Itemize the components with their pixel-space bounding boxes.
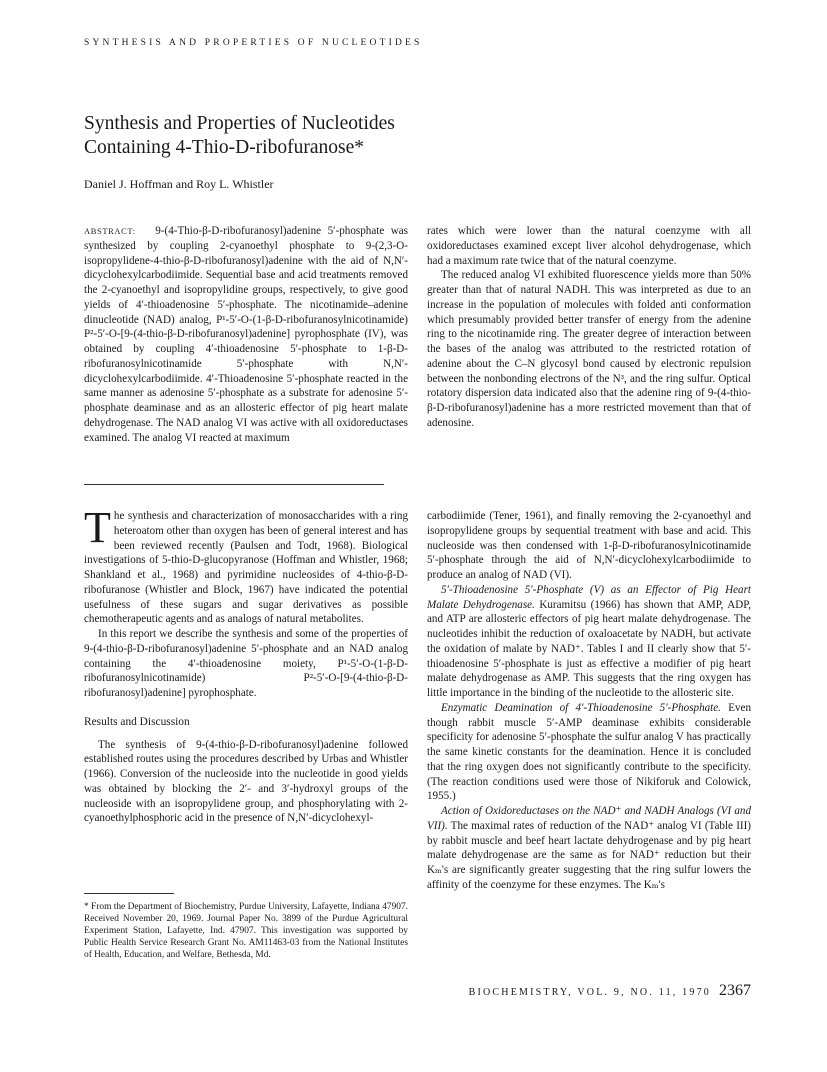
article-title	[84, 112, 584, 160]
effector-paragraph	[427, 583, 751, 701]
report-paragraph: In this report we describe the synthesis and some of the properties of 9-(4-thio-β-D-ribofuranosyl)adenine 5′-phosphate and an NAD analog containing the 4′-thioadenosine moiety, P¹-5′-O-(1-β-D-ribofuranosylnicotinamide) P²-5′-O-[9-(4-thio-β-D-ribofuranosyl)adenine] pyrophosphate.	[84, 628, 408, 699]
abstract-right-column	[427, 224, 751, 431]
footnote-divider	[84, 893, 174, 894]
body-right-column	[427, 509, 751, 893]
drop-cap: T	[84, 503, 111, 552]
deamination-heading: Enzymatic Deamination of 4′-Thioadenosine 5′-Phosphate.	[441, 701, 721, 714]
effector-text: Kuramitsu (1966) has shown that AMP, ADP, and ATP are allosteric effectors of pig heart malate dehydrogenase. The nucleotides inhibit the reduction of oxaloacetate by NADH, but activate the oxidation of malate by NAD⁺. Tables I and II clearly show that 5′-thioadenosine 5′-phosphate is just as effective a modifier of pig heart malate dehydrogenase as AMP. This suggests that the ring oxygen has little importance in the binding of the nucleotide to the allosteric site.	[427, 598, 752, 699]
abstract-right-paragraph-1: rates which were lower than the natural coenzyme with all oxidoreductases examined except liver alcohol dehydrogenase, which had a maximum rate twice that of the natural coenzyme.	[427, 225, 751, 267]
title-line-2: Containing 4-Thio-D-ribofuranose*	[84, 137, 364, 158]
oxidoreductase-text: The maximal rates of reduction of the NAD⁺ analog VI (Table III) by rabbit muscle and beef heart lactate dehydrogenase and by pig heart malate dehydrogenase are the same as for NAD⁺ reduction but their Kₘ's are significantly greater suggesting that the ring sulfur lowers the affinity of the coenzyme for these enzymes. The Kₘ's	[427, 819, 751, 891]
condensation-paragraph: carbodiimide (Tener, 1961), and finally removing the 2-cyanoethyl and isopropylidene groups by sequential treatment with base and acid. This nucleoside was then condensed with 1-β-D-ribofuranosylnicotinamide 5′-phosphate through the aid of N,N′-dicyclohexylcarbodiimide to produce an analog of NAD (VI).	[427, 510, 751, 581]
page-footer	[427, 982, 751, 1000]
authors: Daniel J. Hoffman and Roy L. Whistler	[84, 177, 274, 191]
abstract-label: ABSTRACT:	[84, 226, 136, 236]
abstract-left-text: 9-(4-Thio-β-D-ribofuranosyl)adenine 5′-phosphate was synthesized by coupling 2-cyanoethyl phosphate to 9-(2,3-O-isopropylidene-4-thio-β-D-ribofuranosyl)adenine with the aid of N,N′-dicyclohexylcarbodiimide. Sequential base and acid treatments removed the 2-cyanoethyl and isopropylidine groups, respectively, to give good yields of 4′-thioadenosine 5′-phosphate. The nicotinamide–adenine dinucleotide (NAD) analog, P¹-5′-O-(1-β-D-ribofuranosylnicotinamide) P²-5′-O-[9-(4-thio-β-D-ribofuranosyl)adenine] pyrophosphate (IV), was obtained by coupling 4′-thioadenosine 5′-phosphate to 1-β-D-ribofuranosylnicotinamide 5′-phosphate with N,N′-dicyclohexylcarbodiimide. 4′-Thioadenosine 5′-phosphate reacted in the same manner as adenosine 5′-phosphate as a substrate for adenosine 5′-phosphate deaminase and as an allosteric effector of pig heart malate dehydrogenase. The NAD analog VI was active with all oxidoreductases examined. The analog VI reacted at maximum	[84, 225, 408, 444]
deamination-text: Even though rabbit muscle 5′-AMP deaminase exhibits considerable specificity for adenosine 5′-phosphate the sulfur analog V has practically the same kinetic constants for the deamination. Hence it is concluded that the ring oxygen does not significantly contribute to the specificity. (The reaction conditions used were those of Nikiforuk and Colowick, 1955.)	[427, 701, 751, 803]
abstract-right-paragraph-2: The reduced analog VI exhibited fluorescence yields more than 50% greater than that of natural NADH. This was interpreted as due to an increase in the population of molecules with folded anti conformation which presumably provided better transfer of energy from the adenine ring to the nicotinamide ring. The greater degree of interaction between the bases of the analog was attributed to the restricted rotation of adenine about the C–N glycosyl bond caused by electronic repulsion between the nonbonding electrons of the N³, and the ring sulfur. Optical rotatory dispersion data indicated also that the adenine ring of 9-(4-thio-β-D-ribofuranosyl)adenine has a more restricted movement than that of adenosine.	[427, 269, 751, 429]
abstract-left-column	[84, 224, 408, 445]
title-line-1: Synthesis and Properties of Nucleotides	[84, 113, 395, 134]
page-number: 2367	[719, 982, 751, 999]
synthesis-paragraph: The synthesis of 9-(4-thio-β-D-ribofuranosyl)adenine followed established routes using the procedures described by Urbas and Whistler (1966). Conversion of the nucleoside into the nucleotide in good yields was obtained by blocking the 2′- and 3′-hydroxyl groups of the nucleoside with an isopropylidene group, and phosphorylating with 2-cyanoethylphosphoric acid in the presence of N,N′-dicyclohexyl-	[84, 738, 408, 825]
effector-heading: 5′-Thioadenosine 5′-Phosphate (V) as an Effector of Pig Heart Malate Dehydrogenase.	[427, 583, 751, 611]
oxidoreductase-heading: Action of Oxidoreductases on the NAD⁺ and NADH Analogs (VI and VII).	[427, 805, 751, 832]
intro-paragraph: he synthesis and characterization of monosaccharides with a ring heteroatom other than oxygen has been of general interest and has been reviewed recently (Paulsen and Todt, 1968). Biological investigations of 5-thio-D-glucopyranose (Hoffman and Whistler, 1968; Shankland et al., 1968) and pyrimidine nucleosides of 4-thio-β-D-ribofuranose (Whistler and Block, 1967) have indicated the potential usefulness of these sugars and sugar derivatives as possible chemotherapeutic agents and as analogs of natural metabolites.	[84, 510, 408, 626]
section-heading: Results and Discussion	[84, 715, 190, 728]
running-head: SYNTHESIS AND PROPERTIES OF NUCLEOTIDES	[84, 38, 423, 48]
body-left-column	[84, 503, 408, 826]
deamination-paragraph	[427, 701, 751, 804]
abstract-divider	[84, 484, 384, 485]
footnote: * From the Department of Biochemistry, Purdue University, Lafayette, Indiana 47907. Received November 20, 1969. Journal Paper No. 3899 of the Purdue Agricultural Experiment Station, Lafayette, Ind. 47907. This investigation was supported by Public Health Service Research Grant No. AM11463-03 from the National Institutes of Health, Education, and Welfare, Bethesda, Md.	[84, 902, 408, 961]
oxidoreductase-paragraph	[427, 804, 751, 893]
journal-citation: BIOCHEMISTRY, VOL. 9, NO. 11, 1970	[468, 987, 711, 998]
